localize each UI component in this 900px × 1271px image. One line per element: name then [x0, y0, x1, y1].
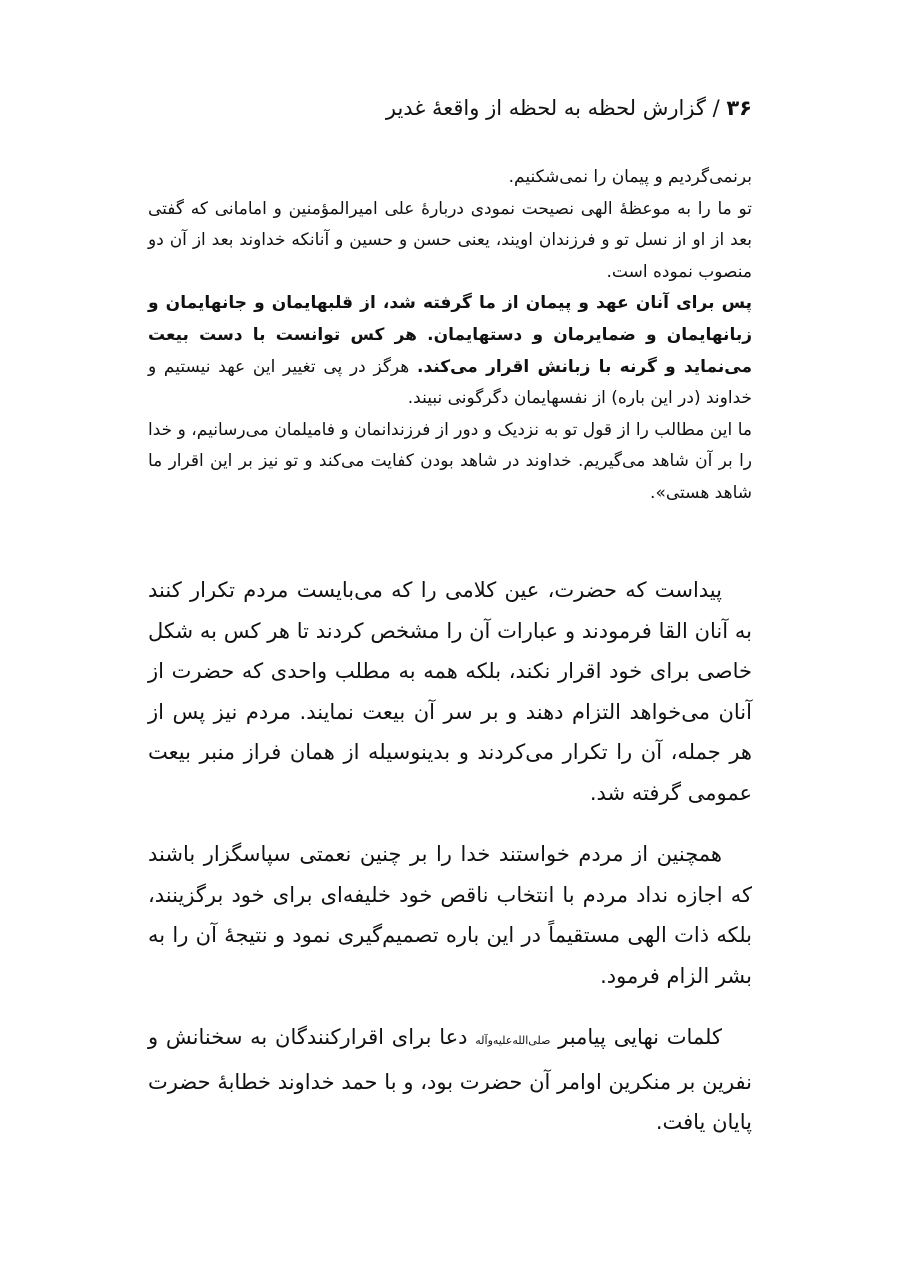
quote-paragraph-3-rest: هرگز در پی تغییر این عهد نیستیم و خداوند (در این باره) از نفسهایمان دگرگونی نبیند.	[148, 356, 752, 409]
quote-paragraph-3	[148, 288, 752, 414]
body-paragraph-3-end: دعا برای اقرارکنندگان به سخنانش و نفرین بر منکرین اوامر آن حضرت بود، و با حمد خداوند خطابهٔ حضرت پایان یافت.	[148, 1025, 752, 1134]
honorific-mark: صلی‌الله‌علیه‌وآله	[475, 1034, 551, 1047]
book-title: گزارش لحظه به لحظه از واقعهٔ غدیر	[385, 96, 706, 120]
body-paragraph-2: همچنین از مردم خواستند خدا را بر چنین نعمتی سپاسگزار باشند که اجازه نداد مردم با انتخاب ناقص خود خلیفه‌ای برای خود برگزینند، بلکه ذات الهی مستقیماً در این باره تصمیم‌گیری نمود و نتیجهٔ آن را به بشر الزام فرمود.	[148, 842, 752, 988]
body-paragraph-3-start: کلمات نهایی پیامبر	[550, 1025, 723, 1049]
running-header	[148, 92, 752, 124]
quote-line-1: برنمی‌گردیم و پیمان را نمی‌شکنیم.	[508, 167, 752, 187]
header-separator: /	[705, 96, 727, 120]
quote-paragraph-3-bold: پس برای آنان عهد و پیمان از ما گرفته شد، از قلبهایمان و جانهایمان و زبانهایمان و ضمایرمان و دستهایمان. هر کس توانست با دست بیعت می‌نماید و گرنه با زبانش اقرار می‌کند.	[148, 293, 752, 377]
body-text	[148, 570, 752, 1164]
quoted-passage	[148, 162, 752, 510]
body-paragraph-1: پیداست که حضرت، عین کلامی را که می‌بایست مردم تکرار کنند به آنان القا فرمودند و عبارات آن را مشخص کردند تا هر کس به شکل خاصی برای خود اقرار نکند، بلکه همه به مطلب واحدی که حضرت از آنان می‌خواهد التزام دهند و بر سر آن بیعت نمایند. مردم نیز پس از هر جمله، آن را تکرار می‌کردند و بدینوسیله از همان فراز منبر بیعت عمومی گرفته شد.	[148, 578, 752, 805]
body-paragraph-3	[148, 1017, 752, 1143]
page-number: ۳۶	[726, 96, 752, 120]
quote-paragraph-2: تو ما را به موعظهٔ الهی نصیحت نمودی دربارهٔ علی امیرالمؤمنین و امامانی که گفتی بعد از او از نسل تو و فرزندان اویند، یعنی حسن و حسین و آنانکه خداوند بعد از آن دو منصوب نموده است.	[148, 198, 752, 282]
quote-paragraph-4: ما این مطالب را از قول تو به نزدیک و دور از فرزندانمان و فامیلمان می‌رسانیم، و خدا را بر آن شاهد می‌گیریم. خداوند در شاهد بودن کفایت می‌کند و تو نیز بر این اقرار ما شاهد هستی».	[148, 419, 752, 503]
